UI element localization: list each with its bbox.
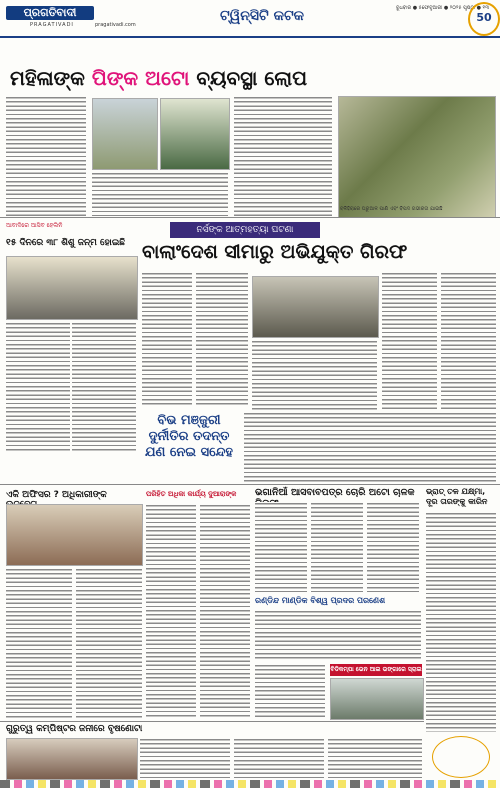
auto-photo-1: [92, 98, 158, 170]
auto-photo-2: [160, 98, 230, 170]
sub-heading-5: ବିଡିକମ୍ପା ଭେନ ଆଇ ଭଙ୍ଗାରେ ସ୍ରାଇ: [330, 664, 422, 676]
section-divider: [0, 721, 424, 722]
lead-headline-part: ବ୍ୟବସ୍ଥା ଲୋପ: [189, 66, 308, 90]
left-kicker: ଆବାଦିରେ ଆସିବ ହେଲିନି: [6, 222, 63, 229]
story4-body-b: [311, 502, 363, 592]
print-color-bar: [0, 780, 500, 788]
accused-photo: [252, 276, 379, 338]
lead-body-col2: [92, 172, 228, 216]
right-col-heading: ଭ୍ରାତ୍ ତଳ ଯକ୍ଷ୍ମା, ଦୂର ତାରଙ୍କୁ କାରିନ: [426, 487, 488, 506]
newspaper-logo[interactable]: ପ୍ରଗତିବାଦୀ: [6, 6, 94, 20]
bottom-body-a: [140, 738, 230, 778]
story-tag-strip: ନର୍ସଙ୍କ ଆତ୍ମହତ୍ୟା ଘଟଣା: [170, 222, 320, 238]
lead-headline-highlight: ପିଙ୍କ ଅଟୋ: [91, 66, 190, 90]
office-photo: [6, 504, 143, 566]
mid-heading: ପରିହିତ ଅଧିକା କାର୍ଯ୍ୟ ଦୁଆରାଙ୍କ: [146, 490, 237, 498]
website-label: pragativadi.com: [95, 22, 136, 28]
lead-headline-part: ମହିଳାଙ୍କ: [10, 66, 92, 90]
seal-icon: [432, 736, 490, 778]
headline-border-arrest: ବାଲାଂଦେଶ ସୀମାରୁ ଅଭିଯୁକ୍ତ ଗିରଫ: [142, 241, 408, 263]
water-photo: [330, 678, 424, 720]
left-col-heading-2: ଏକି ଅଫିସର ? ଅଧିକାରୀଙ୍କ: [6, 490, 107, 500]
photo-caption: ବଳିହିରାରେ ଘରୁଆଳ ପାଣି ଏବଂ ବିପଦ ଗଭୀରତା ଯାଇଛି: [340, 206, 443, 212]
mid-body-a: [146, 504, 196, 719]
right-col-body: [426, 512, 496, 732]
masthead: [0, 0, 500, 36]
officials-photo: [6, 256, 138, 320]
bottom-heading: ଗୁରୁତ୍ୱ କମ୍ପିଷ୍ଟର ଜନୀରେ ବୃଷଣୋଟା: [6, 724, 143, 734]
issue-date: ବୁଧବାର ● ୫ଫେବୃଆରୀ ● ୨୦୨୫ ପୃଷ୍ଠା ● ୧୩: [396, 5, 490, 11]
story3-body: [244, 412, 496, 482]
left-body-a: [6, 322, 70, 452]
left-col-heading: ୧୫ ଦିନରେ ୩୮ ଶିଶୁ ଜନ୍ମ ହୋଇଛି: [6, 238, 126, 248]
story2-body-c: [252, 340, 377, 410]
story2-body-e: [441, 272, 496, 410]
lead-headline: [10, 66, 307, 90]
left2-body-b: [76, 568, 142, 718]
story4-body-c: [367, 502, 419, 592]
story2-body-b: [196, 272, 248, 407]
masthead-rule: [0, 36, 500, 38]
anniversary-badge-icon: 50: [468, 2, 500, 36]
pull-quote: ବିଭ ମଞ୍ଜୁରୀ ଦୁର୍ନୀତିର ତଦନ୍ତ ଯଣ ନେଇ ସନ୍ଦେହ: [144, 413, 234, 460]
college-photo: [6, 738, 138, 780]
drain-photo: [338, 96, 496, 218]
headline-auto-thief: ଭଗାନିଆଁ ଆସବାବପତ୍ର ଚୋରି ଅଟୋ ଚାଳକ: [255, 487, 415, 498]
story2-body-a: [142, 272, 192, 407]
story6-body: [255, 664, 325, 719]
story5-body: [255, 610, 421, 660]
bottom-body-b: [234, 738, 324, 778]
story2-body-d: [382, 272, 437, 410]
bottom-body-c: [328, 738, 422, 778]
left-body-b: [72, 322, 136, 452]
section-divider: [0, 217, 500, 218]
lead-body-col1: [6, 96, 86, 216]
lead-body-col3: [234, 96, 332, 216]
story4-body-a: [255, 502, 307, 592]
mid-body-b: [200, 504, 250, 719]
section-divider: [0, 484, 500, 485]
left2-body-a: [6, 568, 72, 718]
section-title: ଟ୍ୱିନ୍‌ସିଟି କଟକ: [220, 8, 305, 24]
logo-subtitle: PRAGATIVADI: [30, 22, 74, 28]
sub-heading-4: ରଣ୍ଡିନ୍ଦ ମାଣ୍ଡିକ ବିଶ୍ୱ ପ୍ରଦର ପରଣେଶ: [255, 596, 386, 605]
